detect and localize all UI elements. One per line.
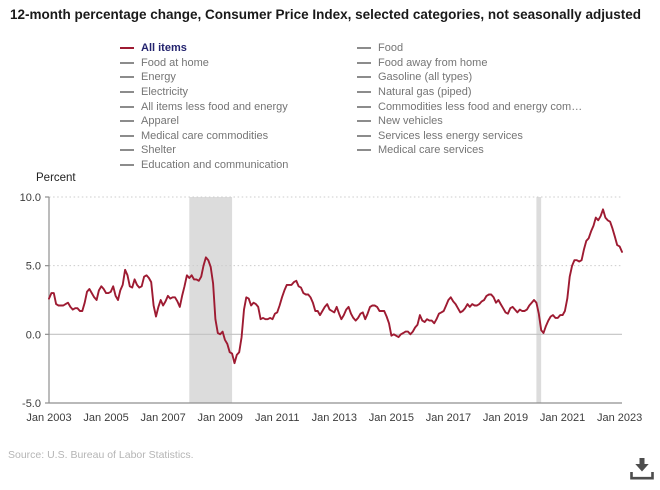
legend-label: Education and communication [141, 159, 289, 172]
legend-column [120, 41, 357, 172]
legend-item-natural-gas-piped[interactable] [357, 85, 582, 100]
legend-item-medical-care-services[interactable] [357, 143, 582, 158]
legend-item-energy[interactable] [120, 70, 357, 85]
legend-label: Apparel [141, 115, 179, 128]
recession-band [536, 197, 541, 403]
legend-swatch [120, 47, 134, 49]
legend-label: Medical care services [378, 144, 484, 157]
legend-label: Food [378, 42, 404, 55]
y-tick-label: 0.0 [25, 329, 41, 342]
download-button[interactable] [629, 456, 655, 482]
legend-item-electricity[interactable] [120, 85, 357, 100]
all-items-series-line [49, 209, 622, 363]
cpi-line-chart[interactable] [0, 165, 660, 455]
x-tick-label: Jan 2015 [368, 412, 415, 424]
legend-item-food-away-from-home[interactable] [357, 56, 582, 71]
legend-label: Commodities less food and energy com… [378, 100, 583, 113]
legend-label: All items [141, 42, 187, 55]
x-tick-label: Jan 2005 [83, 412, 129, 424]
legend-swatch [357, 135, 371, 137]
x-tick-label: Jan 2011 [255, 412, 300, 424]
y-axis-title: Percent [36, 172, 76, 184]
recession-band [189, 197, 232, 403]
legend-label: New vehicles [378, 115, 443, 128]
legend-swatch [357, 106, 371, 108]
legend [120, 41, 582, 172]
legend-label: Medical care commodities [141, 129, 269, 142]
legend-item-services-less-energy-services[interactable] [357, 129, 582, 144]
legend-swatch [357, 120, 371, 122]
legend-swatch [357, 47, 371, 49]
y-tick-label: -5.0 [22, 398, 41, 410]
legend-item-shelter[interactable] [120, 143, 357, 158]
y-tick-label: 10.0 [19, 192, 41, 204]
chart-title: 12-month percentage change, Consumer Price Index, selected categories, not seasonally adjusted [10, 7, 641, 22]
x-tick-label: Jan 2013 [311, 412, 357, 424]
legend-swatch [120, 91, 134, 93]
legend-swatch [120, 76, 134, 78]
legend-swatch [120, 120, 134, 122]
legend-swatch [120, 106, 134, 108]
x-tick-label: Jan 2023 [596, 412, 643, 424]
legend-label: Services less energy services [378, 129, 523, 142]
legend-label: All items less food and energy [141, 100, 288, 113]
legend-swatch [357, 76, 371, 78]
legend-label: Gasoline (all types) [378, 71, 473, 84]
x-tick-label: Jan 2007 [140, 412, 186, 424]
legend-swatch [357, 91, 371, 93]
legend-label: Energy [141, 71, 176, 84]
legend-item-gasoline-all-types[interactable] [357, 70, 582, 85]
legend-item-all-items-less-food-and-energy[interactable] [120, 99, 357, 114]
x-tick-label: Jan 2017 [425, 412, 472, 424]
legend-item-medical-care-commodities[interactable] [120, 129, 357, 144]
download-icon [629, 456, 655, 482]
legend-swatch [120, 149, 134, 151]
legend-label: Food away from home [378, 56, 488, 69]
x-tick-label: Jan 2003 [26, 412, 72, 424]
legend-label: Food at home [141, 56, 209, 69]
legend-label: Electricity [141, 86, 189, 99]
legend-item-commodities-less-food-and-energy-com[interactable] [357, 99, 582, 114]
legend-column [357, 41, 582, 172]
legend-swatch [357, 62, 371, 64]
legend-item-food[interactable] [357, 41, 582, 56]
legend-swatch [357, 149, 371, 151]
source-note: Source: U.S. Bureau of Labor Statistics. [8, 449, 194, 461]
legend-label: Shelter [141, 144, 176, 157]
legend-swatch [120, 62, 134, 64]
legend-item-new-vehicles[interactable] [357, 114, 582, 129]
legend-item-apparel[interactable] [120, 114, 357, 129]
legend-label: Natural gas (piped) [378, 86, 472, 99]
legend-swatch [120, 135, 134, 137]
legend-item-all-items[interactable] [120, 41, 357, 56]
legend-item-food-at-home[interactable] [120, 56, 357, 71]
y-tick-label: 5.0 [25, 260, 41, 273]
x-tick-label: Jan 2009 [197, 412, 243, 424]
x-tick-label: Jan 2019 [482, 412, 529, 424]
x-tick-label: Jan 2021 [539, 412, 586, 424]
